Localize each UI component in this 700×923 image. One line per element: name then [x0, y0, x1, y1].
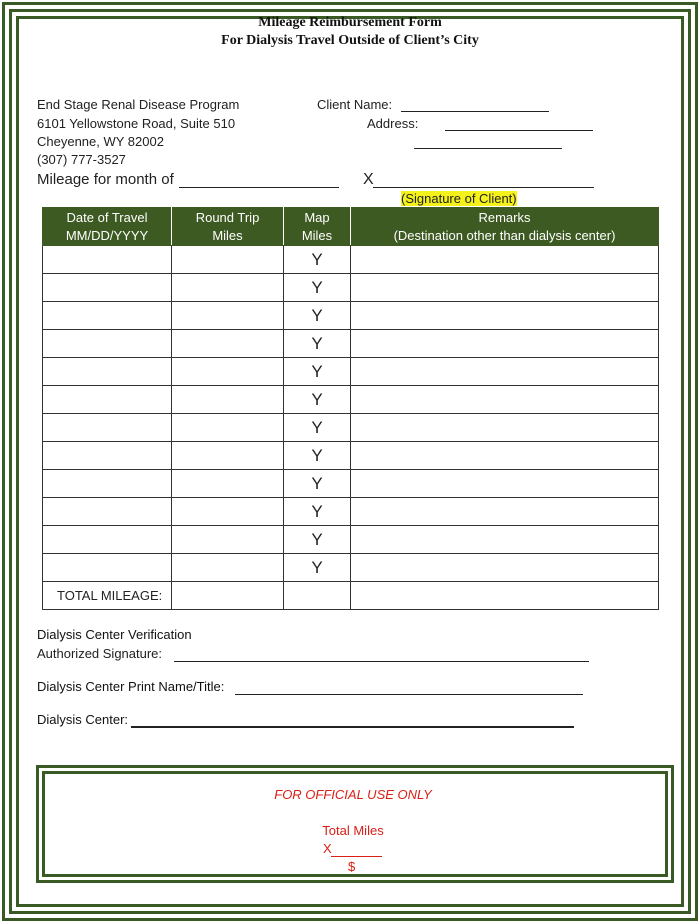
total-miles-label: Total Miles [322, 823, 384, 838]
round-trip-cell[interactable] [172, 302, 284, 330]
table-row [43, 442, 659, 470]
table-row [43, 414, 659, 442]
col-header-date: Date of Travel MM/DD/YYYY [43, 208, 172, 246]
table-row [43, 358, 659, 386]
signature-caption: (Signature of Client) [401, 191, 517, 206]
round-trip-cell[interactable] [172, 246, 284, 274]
round-trip-cell[interactable] [172, 470, 284, 498]
map-miles-cell: Y [284, 274, 351, 302]
round-trip-cell[interactable] [172, 498, 284, 526]
org-address-line-2: Cheyenne, WY 82002 [37, 134, 164, 149]
map-miles-cell: Y [284, 330, 351, 358]
remarks-cell[interactable] [351, 526, 659, 554]
table-row [43, 470, 659, 498]
signature-x-mark: X [363, 171, 374, 188]
org-address-line-1: 6101 Yellowstone Road, Suite 510 [37, 116, 236, 131]
date-cell[interactable] [43, 386, 172, 414]
remarks-cell[interactable] [351, 386, 659, 414]
mileage-table [42, 207, 659, 610]
client-name-label: Client Name: [317, 97, 393, 112]
remarks-cell[interactable] [351, 498, 659, 526]
date-cell[interactable] [43, 554, 172, 582]
remarks-cell[interactable] [351, 442, 659, 470]
map-miles-cell: Y [284, 526, 351, 554]
date-cell[interactable] [43, 358, 172, 386]
table-row [43, 526, 659, 554]
table-row [43, 246, 659, 274]
date-cell[interactable] [43, 274, 172, 302]
round-trip-cell[interactable] [172, 358, 284, 386]
date-cell[interactable] [43, 526, 172, 554]
table-row [43, 498, 659, 526]
col-header-map-miles: Map Miles [284, 208, 351, 246]
client-address-label: Address: [367, 116, 419, 131]
table-row [43, 330, 659, 358]
date-cell[interactable] [43, 498, 172, 526]
remarks-cell[interactable] [351, 554, 659, 582]
map-miles-cell: Y [284, 302, 351, 330]
table-row [43, 302, 659, 330]
official-dollar-sign: $ [348, 859, 356, 874]
col-header-remarks: Remarks (Destination other than dialysis center) [351, 208, 659, 246]
dialysis-center-field[interactable] [131, 726, 574, 728]
total-mileage-label: TOTAL MILEAGE: [43, 582, 172, 610]
date-cell[interactable] [43, 246, 172, 274]
client-address-field-1[interactable] [445, 130, 593, 131]
official-use-heading: FOR OFFICIAL USE ONLY [274, 787, 432, 802]
authorized-signature-field[interactable] [174, 661, 589, 662]
remarks-cell[interactable] [351, 246, 659, 274]
total-row [43, 582, 659, 610]
date-cell[interactable] [43, 470, 172, 498]
remarks-cell[interactable] [351, 330, 659, 358]
round-trip-cell[interactable] [172, 414, 284, 442]
round-trip-cell[interactable] [172, 442, 284, 470]
print-name-field[interactable] [235, 694, 583, 695]
total-round-trip-cell[interactable] [172, 582, 284, 610]
round-trip-cell[interactable] [172, 554, 284, 582]
table-row [43, 386, 659, 414]
map-miles-cell: Y [284, 358, 351, 386]
remarks-cell[interactable] [351, 358, 659, 386]
map-miles-cell: Y [284, 386, 351, 414]
date-cell[interactable] [43, 414, 172, 442]
table-row [43, 554, 659, 582]
remarks-cell[interactable] [351, 274, 659, 302]
org-phone: (307) 777-3527 [37, 152, 126, 167]
form-subtitle: For Dialysis Travel Outside of Client’s City [221, 33, 479, 48]
authorized-signature-label: Authorized Signature: [37, 646, 163, 661]
round-trip-cell[interactable] [172, 386, 284, 414]
mileage-month-field[interactable] [179, 187, 339, 188]
client-name-field[interactable] [401, 111, 549, 112]
table-header-row [43, 208, 659, 246]
map-miles-cell: Y [284, 414, 351, 442]
date-cell[interactable] [43, 330, 172, 358]
verification-heading: Dialysis Center Verification [37, 627, 192, 642]
official-x-mark: X [323, 841, 332, 856]
round-trip-cell[interactable] [172, 274, 284, 302]
map-miles-cell: Y [284, 498, 351, 526]
client-signature-field[interactable] [373, 187, 594, 188]
client-address-field-2[interactable] [414, 148, 562, 149]
round-trip-cell[interactable] [172, 330, 284, 358]
mileage-month-label: Mileage for month of [37, 171, 174, 188]
total-map-miles-cell[interactable] [284, 582, 351, 610]
date-cell[interactable] [43, 302, 172, 330]
form-title: Mileage Reimbursement Form [258, 15, 442, 30]
map-miles-cell: Y [284, 554, 351, 582]
print-name-label: Dialysis Center Print Name/Title: [37, 679, 225, 694]
map-miles-cell: Y [284, 442, 351, 470]
dialysis-center-label: Dialysis Center: [37, 712, 129, 727]
official-total-miles-field[interactable] [331, 856, 382, 857]
map-miles-cell: Y [284, 246, 351, 274]
col-header-round-trip: Round Trip Miles [172, 208, 284, 246]
remarks-cell[interactable] [351, 470, 659, 498]
remarks-cell[interactable] [351, 302, 659, 330]
date-cell[interactable] [43, 442, 172, 470]
round-trip-cell[interactable] [172, 526, 284, 554]
map-miles-cell: Y [284, 470, 351, 498]
total-remarks-cell[interactable] [351, 582, 659, 610]
org-name: End Stage Renal Disease Program [37, 97, 240, 112]
remarks-cell[interactable] [351, 414, 659, 442]
table-row [43, 274, 659, 302]
